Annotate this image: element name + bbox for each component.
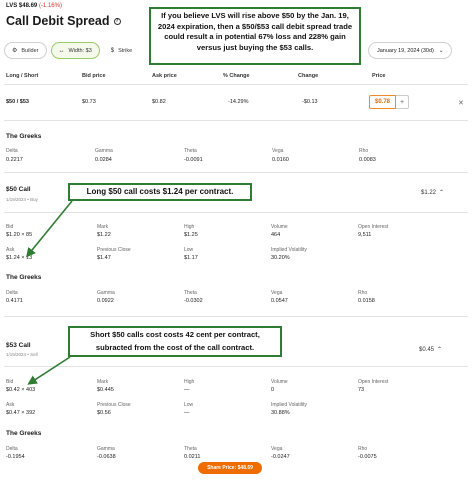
stat-label: Implied Volatility — [271, 402, 307, 408]
stat-value: $0.42 × 403 — [6, 387, 36, 393]
leg-50-call-sub: 1/19/2024 • Buy — [6, 197, 38, 202]
stat-value: $0.56 — [97, 410, 111, 416]
greek-value: 0.0922 — [97, 298, 114, 304]
col-long-short: Long / Short — [6, 73, 39, 79]
stat-value: 30.20% — [271, 255, 290, 261]
greek-value: 0.4171 — [6, 298, 23, 304]
leg-53-call-title: $53 Call — [6, 342, 31, 349]
stat-label: Ask — [6, 402, 15, 408]
stat-label: Implied Volatility — [271, 247, 307, 253]
greeks-heading: The Greeks — [6, 133, 42, 140]
stat-value: 464 — [271, 232, 281, 238]
leg-50-call-title: $50 Call — [6, 186, 31, 193]
greek-label: Rho — [358, 290, 368, 296]
greek-value: 0.0158 — [358, 298, 375, 304]
greek-label: Theta — [184, 148, 197, 154]
ticker-change: (-1.16%) — [38, 3, 62, 9]
greek-label: Delta — [6, 148, 18, 154]
stat-label: Volume — [271, 224, 288, 230]
stat-value: $1.47 — [97, 255, 111, 261]
col-bid: Bid price — [82, 73, 106, 79]
stat-value: $1.17 — [184, 255, 198, 261]
greek-value: 0.0083 — [359, 157, 376, 163]
help-icon[interactable]: ? — [115, 17, 119, 24]
greek-label: Rho — [359, 148, 369, 154]
col-price: Price — [372, 73, 386, 79]
stat-label: Previous Close — [97, 247, 131, 253]
stat-value: $1.20 × 85 — [6, 232, 33, 238]
builder-icon: ⚙ — [12, 48, 18, 54]
greek-value: 0.0211 — [184, 454, 201, 460]
greek-label: Delta — [6, 290, 18, 296]
stat-value: 73 — [358, 387, 365, 393]
annotation-top: If you believe LVS will rise above $50 by the Jan. 19, 2024 expiration, then a $50/$53 call debit spread trade could result a in potential 67% loss and 228% gain versus just buying the $53 calls. — [149, 7, 361, 65]
chevron-down-icon: ⌄ — [438, 47, 444, 54]
leg-53-call-sub: 1/19/2024 • Sell — [6, 352, 38, 357]
greek-value: -0.0091 — [184, 157, 203, 163]
greek-value: 0.0284 — [95, 157, 112, 163]
page-title-text: Call Debit Spread — [6, 14, 110, 28]
spread-ask: $0.82 — [152, 99, 166, 105]
stat-label: Open Interest — [358, 379, 389, 385]
stat-label: Ask — [6, 247, 15, 253]
greek-label: Gamma — [97, 446, 115, 452]
stat-value: 0 — [271, 387, 275, 393]
width-label: Width: $3 — [68, 47, 92, 54]
dollar-icon: $ — [110, 47, 115, 54]
stat-label: Bid — [6, 224, 14, 230]
stat-value: 30.88% — [271, 410, 290, 416]
col-change: Change — [298, 73, 319, 79]
chevron-up-icon: ⌃ — [439, 190, 445, 196]
greek-label: Delta — [6, 446, 18, 452]
stat-value: — — [184, 387, 190, 393]
annotation-arrow-long — [28, 201, 72, 255]
greeks-heading: The Greeks — [6, 274, 42, 281]
greek-label: Gamma — [97, 290, 115, 296]
stat-value: $1.25 — [184, 232, 198, 238]
share-price-pill[interactable]: Share Price: $48.69 — [198, 462, 262, 474]
greek-value: -0.0247 — [271, 454, 290, 460]
spread-pct-change: -14.29% — [228, 99, 249, 105]
greek-value: 0.0160 — [272, 157, 289, 163]
greek-value: -0.1954 — [6, 454, 25, 460]
stat-value: $1.22 — [97, 232, 111, 238]
stat-label: Mark — [97, 224, 109, 230]
greek-label: Rho — [358, 446, 368, 452]
spread-change: -$0.13 — [302, 99, 318, 105]
greek-value: -0.0302 — [184, 298, 203, 304]
stat-value: $1.24 × 13 — [6, 255, 33, 261]
stat-label: Low — [184, 402, 194, 408]
leg-53-call-price: $0.45 — [419, 346, 435, 353]
stat-value: — — [184, 410, 190, 416]
annotation-arrow-short — [30, 357, 70, 383]
greek-label: Theta — [184, 446, 197, 452]
stat-label: High — [184, 379, 195, 385]
stat-label: Volume — [271, 379, 288, 385]
strike-label: Strike — [118, 47, 133, 54]
stat-value: 9,511 — [358, 232, 372, 238]
col-pct-change: % Change — [223, 73, 250, 79]
stat-label: Previous Close — [97, 402, 131, 408]
greek-value: 0.2217 — [6, 157, 23, 163]
stat-label: Low — [184, 247, 194, 253]
greek-label: Theta — [184, 290, 197, 296]
price-value[interactable]: $0.78 — [369, 95, 396, 109]
greek-value: -0.0075 — [358, 454, 377, 460]
plus-icon[interactable]: + — [396, 95, 409, 109]
stat-label: High — [184, 224, 195, 230]
greek-label: Gamma — [95, 148, 113, 154]
greek-label: Vega — [272, 148, 284, 154]
builder-label: Builder — [21, 47, 39, 54]
col-ask: Ask price — [152, 73, 177, 79]
width-icon: ↔ — [58, 47, 65, 54]
stat-value: $0.47 × 392 — [6, 410, 36, 416]
spread-bid: $0.73 — [82, 99, 96, 105]
annotation-long: Long $50 call costs $1.24 per contract. — [68, 183, 252, 201]
greek-label: Vega — [271, 446, 283, 452]
greeks-heading: The Greeks — [6, 430, 42, 437]
leg-50-call-price: $1.22 — [421, 189, 437, 196]
chevron-up-icon: ⌃ — [437, 347, 443, 353]
stat-label: Open Interest — [358, 224, 389, 230]
stat-label: Mark — [97, 379, 109, 385]
annotation-short: Short $50 calls cost costs 42 cent per contract, subracted from the cost of the call contract. — [68, 326, 282, 357]
spread-name: $50 / $53 — [6, 99, 29, 105]
ticker-price: $48.69 — [18, 3, 38, 9]
ticker-symbol: LVS — [6, 3, 18, 9]
greek-value: 0.0547 — [271, 298, 288, 304]
expiration-label: January 19, 2024 (30d) — [377, 47, 434, 54]
greek-value: -0.0638 — [97, 454, 116, 460]
close-icon[interactable]: ✕ — [458, 100, 464, 107]
greek-label: Vega — [271, 290, 283, 296]
stat-value: $0.445 — [97, 387, 114, 393]
stat-label: Bid — [6, 379, 14, 385]
